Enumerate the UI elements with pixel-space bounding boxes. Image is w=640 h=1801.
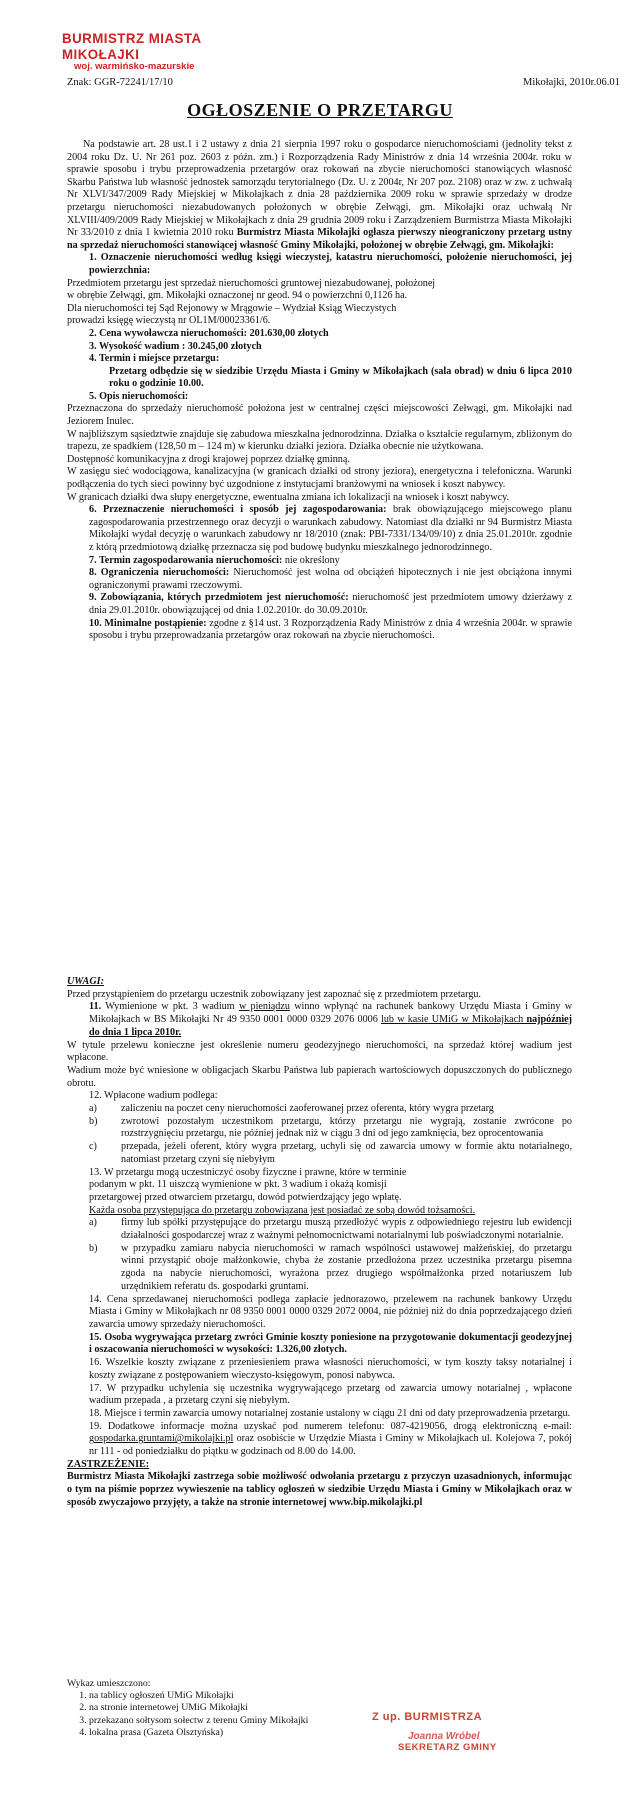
point-4-body: Przetarg odbędzie się w siedzibie Urzędu Miasta i Gminy w Mikołajkach (sala obrad) w dniu 6 lipca 2010 roku o godzinie 10.00.: [109, 365, 572, 390]
point-9: [67, 592, 572, 617]
point-1-line-b: w obrębie Zełwągi, gm. Mikołajki oznaczonej nr geod. 94 o powierzchni 0,1126 ha.: [67, 290, 408, 302]
distribution-heading: Wykaz umieszczono:: [67, 1678, 151, 1689]
point-16: 16. Wszelkie koszty związane z przeniesieniem prawa własności nieruchomości, w tym koszty taksy notarialnej i koszty związane z postępowaniem wieczysto-księgowym, ponosi nabywca.: [89, 1357, 572, 1381]
remarks-heading: UWAGI:: [67, 976, 104, 987]
point-5-b: W najbliższym sąsiedztwie znajduje się zabudowa mieszkalna jednorodzinna. Działka o kształcie regularnym, zbliżonym do trapezu, ze spadkiem (128,50 m – 124 m) w kierunku działki jeziora. Działka obecnie nie użytkowana.: [67, 428, 572, 453]
point-5-heading: 5. Opis nieruchomości:: [89, 390, 189, 402]
point-14: 14. Cena sprzedawanej nieruchomości podlega zapłacie jednorazowo, przelewem na rachunek bankowy Urzędu Miasta i Gminy w Mikołajkach nr 08 9350 0001 0000 0329 2072 0004, nie później niż do dnia poprzedzającego dzień zawarcia umowy sprzedaży nieruchomości.: [89, 1293, 572, 1330]
list-item: a) zaliczeniu na poczet ceny nieruchomości zaoferowanej przez oferenta, który wygra przetarg: [89, 1103, 572, 1116]
list-item: 2. na stronie internetowej UMiG Mikołajki: [89, 1702, 367, 1714]
point-11-b: w pieniądzu: [238, 1001, 290, 1013]
stamp-line-1: BURMISTRZ MIASTA MIKOŁAJKI: [62, 30, 202, 62]
point-12-a: zaliczeniu na poczet ceny nieruchomości zaoferowanej przez oferenta, który wygra przetarg: [121, 1103, 494, 1115]
point-7-body: nie określony: [282, 554, 340, 566]
point-13-eb: w przypadku zamiaru nabycia nieruchomości w ramach wspólności ustawowej małżeńskiej, do przetargu winni przystąpić oboje małżonkowie, chyba że zostanie przedłożona przez uczestnika przetargu pisemna zgoda na nabycie nieruchomości, wyrażona przez drugiego współmałżonka przed notariuszem lub urzędnikiem referatu ds. gospodarki gruntami.: [121, 1242, 572, 1292]
point-1-line-d: prowadzi księgę wieczystą nr OL1M/00023361/6.: [67, 315, 271, 327]
point-10-heading: 10. Minimalne postąpienie:: [89, 617, 207, 629]
point-13-c: przetargowej przed otwarciem przetargu, dowód potwierdzający jego wpłatę.: [89, 1191, 402, 1203]
point-4-heading: 4. Termin i miejsce przetargu:: [89, 353, 220, 365]
stamp-line-2: woj. warmińsko-mazurskie: [74, 61, 195, 72]
point-10: [67, 618, 572, 643]
point-2: 2. Cena wywoławcza nieruchomości: 201.630,00 złotych: [89, 327, 329, 339]
point-19-a: 19. Dodatkowe informacje można uzyskać pod numerem telefonu: 087-4219056, drogą elektroniczną e-mail:: [89, 1420, 572, 1432]
secretary-stamp: [372, 1711, 572, 1753]
list-item: b) w przypadku zamiaru nabycia nieruchomości w ramach wspólności ustawowej małżeńskiej, do przetargu winni przystąpić oboje małżonkowie, chyba że zostanie przedłożona przez uczestnika przetargu pisemna zgoda na nabycie nieruchomości, wyrażona przez drugiego współmałżonka przed notariuszem lub urzędnikiem referatu ds. gospodarki gruntami.: [89, 1242, 572, 1292]
document-date: Mikołajki, 2010r.06.01: [523, 77, 620, 88]
list-item: b) zwrotowi pozostałym uczestnikom przetargu, którzy przetargu nie wygrają, zostanie zwrócone po rozstrzygnięciu przetargu, nie później jednak niż w ciągu 3 dni od jego zamknięcia, bez oprocentowania: [89, 1115, 572, 1140]
point-7: [67, 555, 572, 568]
point-6-body: brak obowiązującego miejscowego planu zagospodarowania przestrzennego oraz decyzji o warunkach zabudowy. Natomiast dla działki nr 94 Burmistrz Miasta Mikołajki wydał decyzję o warunkach zabudowy nr 18/2010 (znak: PBI-7331/134/09/10) z dnia 25.01.2010r. zgodnie z którą przedmiotową działkę przeznacza się pod budowę budynku mieszkalnego jednorodzinnego.: [89, 504, 572, 553]
point-12-heading: 12. Wpłacone wadium podlega:: [89, 1090, 218, 1102]
point-13-list: [67, 1217, 572, 1293]
point-12-c: przepada, jeżeli oferent, który wygra przetarg, uchyli się od zawarcia umowy w formie aktu notarialnego, natomiast przetarg czyni się niebyłym: [121, 1141, 572, 1165]
point-15: 15. Osoba wygrywająca przetarg zwróci Gminie koszty poniesione na przygotowanie dokumentacji geodezyjnej i oszacowania nieruchomości w wysokości: 1.326,00 złotych.: [89, 1331, 572, 1356]
list-item: 1. na tablicy ogłoszeń UMiG Mikołajki: [89, 1690, 367, 1702]
point-19-b: oraz osobiście w Urzędzie Miasta i Gminy w Mikołajkach ul. Kolejowa 7, pokój nr 111 - od poniedziałku do piątku w godzinach od 8.00 do 14.00.: [89, 1433, 572, 1458]
list-item: a) firmy lub spółki przystępujące do przetargu muszą przedłożyć wypis z odpowiedniego rejestru lub ewidencji działalności gospodarczej wraz z ważnymi pełnomocnictwami notarialnymi lub poświadczonymi notarialnie.: [89, 1217, 572, 1242]
point-9-heading: 9. Zobowiązania, których przedmiotem jest nieruchomość:: [89, 592, 349, 604]
point-12-list: [67, 1103, 572, 1167]
list-item: 4. lokalna prasa (Gazeta Olsztyńska): [89, 1727, 367, 1739]
remarks-section: [67, 976, 572, 1510]
announcement-body: [67, 139, 572, 643]
intro-bold: Burmistrz Miasta Mikołajki ogłasza pierwszy nieograniczony przetarg ustny na sprzedaż nieruchomości stanowiącej własność Gminy Mikołajki, położonej w obrębie Zełwągi, gm. Mikołajki:: [67, 227, 573, 251]
point-11-deadline: najpóźniej do dnia 1 lipca 2010r.: [89, 1014, 572, 1038]
point-11-g: Wadium może być wniesione w obligacjach Skarbu Państwa lub papierach wartościowych dopuszczonych do publicznego obrotu.: [67, 1064, 572, 1089]
point-13-a: 13. W przetargu mogą uczestniczyć osoby fizyczne i prawne, które w terminie: [89, 1166, 407, 1178]
point-19: [67, 1421, 572, 1459]
distribution-items: [67, 1690, 367, 1739]
point-6-heading: 6. Przeznaczenie nieruchomości i sposób jej zagospodarowania:: [89, 504, 387, 516]
intro-paragraph: [67, 139, 572, 252]
point-13-ea: firmy lub spółki przystępujące do przetargu muszą przedłożyć wypis z odpowiedniego rejestru lub ewidencji działalności gospodarczej wraz z ważnymi pełnomocnictwami notarialnymi lub poświadczonymi notarialnie.: [121, 1217, 572, 1242]
point-5-e: W granicach działki dwa słupy energetyczne, ewentualna zmiana ich lokalizacji na wniosek i koszt nabywcy.: [67, 491, 510, 503]
reservation-body: Burmistrz Miasta Mikołajki zastrzega sobie możliwość odwołania przetargu z przyczyn uzasadnionych, informując o tym na piśmie poprzez wywieszenie na tablicy ogłoszeń w siedzibie Urzędu Miasta i Gminy w Mikołajkach oraz w sposób zwyczajowo przyjęty, a także na stronie internetowej www.bip.mikolajki.pl: [67, 1471, 572, 1508]
signature: Joanna Wróbel: [408, 1731, 480, 1742]
point-13-d: Każda osoba przystępująca do przetargu zobowiązana jest posiadać ze sobą dowód tożsamości.: [89, 1204, 476, 1216]
point-11-a: Wymienione w pkt. 3 wadium: [101, 1001, 239, 1013]
contact-email-link[interactable]: gospodarka.gruntami@mikolajki.pl: [89, 1433, 234, 1445]
point-1-heading: 1. Oznaczenie nieruchomości według księgi wieczystej, katastru nieruchomości, położenie nieruchomości, jej powierzchnia:: [89, 252, 572, 276]
point-3: 3. Wysokość wadium : 30.245,00 złotych: [89, 340, 262, 352]
point-1-line-a: Przedmiotem przetargu jest sprzedaż nieruchomości gruntowej niezabudowanej, położonej: [67, 277, 436, 289]
point-8-body: Nieruchomość jest wolna od obciążeń hipotecznych i nie jest obciążona innymi ograniczonymi prawami rzeczowymi.: [89, 567, 572, 591]
point-11: [67, 1001, 572, 1039]
intro-text: Na podstawie art. 28 ust.1 i 2 ustawy z dnia 21 sierpnia 1997 roku o gospodarce nieruchomościami (jednolity tekst z 2004 roku Dz. U. Nr 261 poz. 2603 z późn. zm.) i Rozporządzenia Rady Ministrów z dnia 14 września 2004r. roku w sprawie sposobu i trybu przeprowadzenia przetargów oraz rokowań na zbycie nieruchomości stanowiących własność Skarbu Państwa lub własność jednostek samorządu terytorialnego (Dz. U. z 2004r, Nr 207 poz. 2108) oraz w zw. z uchwałą Nr XLVI/347/2009 Rady Miejskiej w Mikołajkach z dnia 28 października 2009 roku w sprawie sprzedaży w drodze przetargu nieruchomości niezabudowanych położonych w obrębie Zełwągi, gm. Mikołajki oraz uchwałą Nr XLVIII/409/2009 Rady Miejskiej w Mikołajkach z dnia 29 grudnia 2009 roku i Zarządzeniem Burmistrza Miasta Mikołajki Nr 33/2010 z dnia 1 kwietnia 2010 roku: [67, 139, 572, 239]
point-6: [67, 504, 572, 554]
point-12-b: zwrotowi pozostałym uczestnikom przetargu, którzy przetargu nie wygrają, zostanie zwrócone po rozstrzygnięciu przetargu, nie później jednak niż w ciągu 3 dni od jego zamknięcia, bez oprocentowania: [121, 1115, 572, 1140]
reservation-heading: ZASTRZEŻENIE:: [67, 1458, 150, 1470]
reference-sign: Znak: GGR-72241/17/10: [67, 77, 173, 88]
distribution-list: [67, 1678, 367, 1739]
point-11-d: lub w kasie UMiG w Mikołajkach: [381, 1014, 527, 1026]
point-9-body: nieruchomość jest przedmiotem umowy dzierżawy z dnia 29.01.2010r. obowiązującej od dnia 1.02.2010r. do 30.09.2010r.: [89, 592, 572, 616]
point-8-heading: 8. Ograniczenia nieruchomości:: [89, 567, 230, 579]
stamp-line-1: Z up. BURMISTRZA: [372, 1711, 483, 1723]
point-5-c: Dostępność komunikacyjna z drogi krajowej poprzez działkę gminną.: [67, 453, 350, 465]
point-5-a: Przeznaczona do sprzedaży nieruchomość położona jest w centralnej części miejscowości Zełwągi, gm. Mikołajki nad Jeziorem Inulec.: [67, 403, 572, 428]
list-item: c) przepada, jeżeli oferent, który wygra przetarg, uchyli się od zawarcia umowy w formie aktu notarialnego, natomiast przetarg czyni się niebyłym: [89, 1141, 572, 1165]
mayor-stamp: [62, 30, 212, 72]
document-title: OGŁOSZENIE O PRZETARGU: [187, 100, 453, 120]
point-11-c: winno wpłynąć na rachunek bankowy Urzędu Miasta i Gminy w Mikołajkach w BS Mikołajki Nr 49 9350 0001 0000 0329 2076 0006: [89, 1001, 573, 1026]
point-1-line-c: Dla nieruchomości tej Sąd Rejonowy w Mrągowie – Wydział Ksiąg Wieczystych: [67, 302, 397, 314]
point-5-d: W zasięgu sieć wodociągowa, kanalizacyjna (w granicach działki od strony jeziora), energetyczna i telefoniczna. Warunki podłączenia do tych sieci powinny być uzgodnione z instytucjami branżowymi na wniosek i koszt nabywcy.: [67, 466, 572, 491]
point-11-f: W tytule przelewu konieczne jest określenie numeru geodezyjnego nieruchomości, na sprzedaż której wadium jest wpłacone.: [67, 1039, 572, 1064]
point-17: 17. W przypadku uchylenia się uczestnika wygrywającego przetarg od zawarcia umowy notarialnej , wpłacone wadium przepada , a przetarg czyni się niebyłym.: [89, 1382, 572, 1407]
point-18: 18. Miejsce i termin zawarcia umowy notarialnej zostanie ustalony w ciągu 21 dni od daty przeprowadzenia przetargu.: [89, 1407, 571, 1419]
point-10-body: zgodne z §14 ust. 3 Rozporządzenia Rady Ministrów z dnia 4 września 2004r. w sprawie sposobu i trybu przeprowadzania przetargów oraz rokowań na zbycie nieruchomości.: [89, 617, 572, 642]
stamp-line-3: SEKRETARZ GMINY: [398, 1742, 497, 1753]
point-11-number: 11.: [89, 1001, 102, 1013]
list-item: 3. przekazano sołtysom sołectw z terenu Gminy Mikołajki: [89, 1715, 367, 1727]
point-8: [67, 567, 572, 592]
remarks-intro: Przed przystąpieniem do przetargu uczestnik zobowiązany jest zapoznać się z przedmiotem przetargu.: [67, 988, 482, 1000]
point-13-b: podanym w pkt. 11 uiszczą wymienione w pkt. 3 wadium i okażą komisji: [89, 1179, 387, 1191]
point-7-heading: 7. Termin zagospodarowania nieruchomości:: [89, 554, 283, 566]
